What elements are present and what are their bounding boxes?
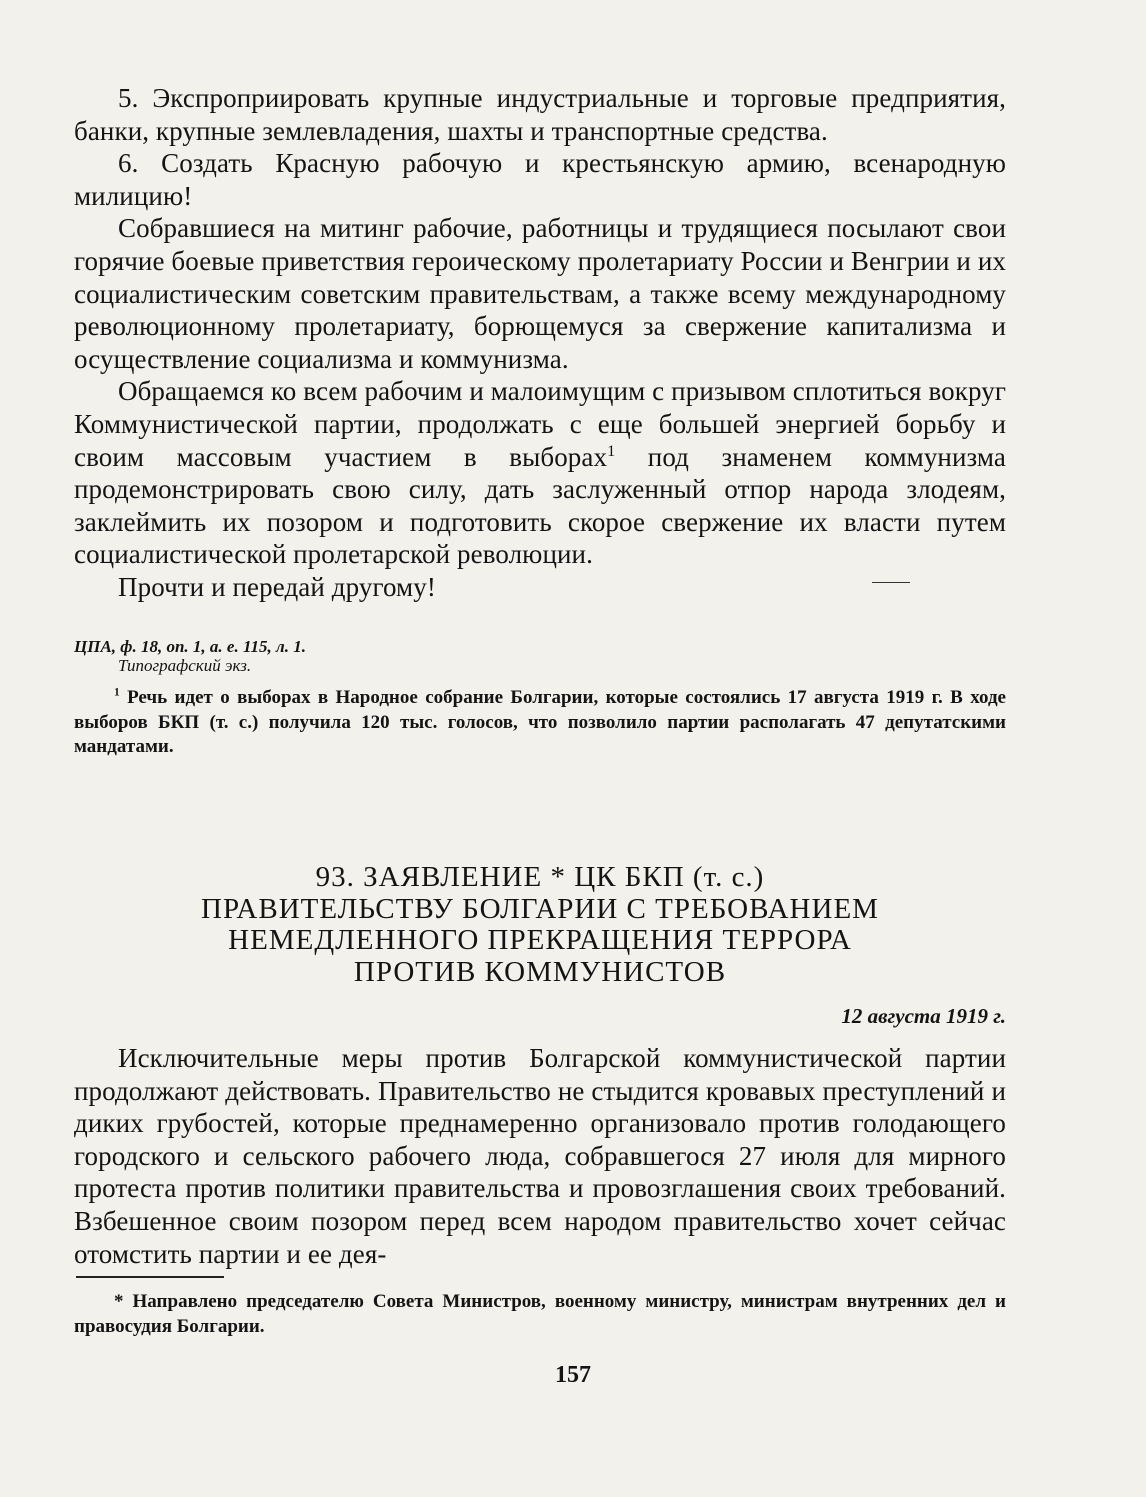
heading-line-3: НЕМЕДЛЕННОГО ПРЕКРАЩЕНИЯ ТЕРРОРА bbox=[228, 924, 852, 956]
footnote-star bbox=[74, 1290, 1006, 1339]
heading-line-1: 93. ЗАЯВЛЕНИЕ * ЦК БКП (т. с.) bbox=[315, 861, 765, 893]
archive-source bbox=[74, 637, 1006, 675]
text-block-lower bbox=[74, 1042, 1006, 1270]
archive-note: Типографский экз. bbox=[118, 656, 252, 675]
paragraph-body: Исключительные меры против Болгарской коммунистической партии продолжают действовать. Правительство не стыдится кровавых преступлений и диких грубостей, которые преднамеренно организовало против голодающего городского и сельского рабочего люда, собравшегося 27 июля для мирного протеста против политики правительства и провозглашения своих требований. Взбешенное своим позором перед всем народом правительство хочет сейчас отомстить партии и ее дея- bbox=[74, 1043, 1006, 1269]
pen-mark bbox=[872, 582, 910, 583]
footnote-1-marker: 1 bbox=[114, 686, 120, 699]
footnote-ref-1: 1 bbox=[607, 441, 616, 460]
paragraph-greeting: Собравшиеся на митинг рабочие, работницы и трудящиеся посылают свои горячие боевые приветствия героическому пролетариату России и Венгрии и их социалистическим советским правительствам, а также всему международному революционному пролетариату, борющемуся за свержение капитализма и осуществление социализма и коммунизма. bbox=[74, 213, 1006, 374]
paragraph-appeal bbox=[74, 375, 1006, 571]
footnote-star-text: Направлено председателю Совета Министров, военному министру, министрам внутренних дел и правосудия Болгарии. bbox=[74, 1291, 1006, 1337]
appeal-text-start: Обращаемся ко всем рабочим и малоимущим с призывом сплотиться вокруг Коммунистической партии, продолжать с еще большей энергией борьбу и своим массовым участием в выборах bbox=[74, 376, 1006, 472]
page-number: 157 bbox=[555, 1362, 591, 1388]
document-heading bbox=[74, 862, 1006, 988]
heading-line-4: ПРОТИВ КОММУНИСТОВ bbox=[353, 955, 727, 988]
document-date: 12 августа 1919 г. bbox=[841, 1004, 1006, 1028]
archive-reference: ЦПА, ф. 18, оп. 1, а. е. 115, л. 1. bbox=[74, 637, 306, 656]
footnote-1 bbox=[74, 686, 1006, 760]
paragraph-item-6: 6. Создать Красную рабочую и крестьянскую армию, всенародную милицию! bbox=[74, 148, 1006, 211]
text-block-upper bbox=[74, 82, 1006, 604]
footnote-1-text: Речь идет о выборах в Народное собрание Болгарии, которые состоялись 17 августа 1919 г. В ходе выборов БКП (т. с.) получила 120 тыс. голосов, что позволило партии располагать 47 депутатскими мандатами. bbox=[74, 687, 1006, 757]
paragraph-item-5: 5. Экспроприировать крупные индустриальные и торговые предприятия, банки, крупные землевладения, шахты и транспортные средства. bbox=[74, 83, 1006, 146]
footnote-divider bbox=[76, 1276, 224, 1278]
appeal-text-end: под знаменем коммунизма продемонстрировать свою силу, дать заслуженный отпор народа злодеям, заклеймить их позором и подготовить скорое свержение их власти путем социалистической пролетарской революции. bbox=[74, 441, 1006, 570]
heading-line-2: ПРАВИТЕЛЬСТВУ БОЛГАРИИ С ТРЕБОВАНИЕМ bbox=[201, 892, 879, 925]
paragraph-slogan: Прочти и передай другому! bbox=[118, 571, 436, 602]
footnote-star-marker: * bbox=[114, 1291, 124, 1312]
